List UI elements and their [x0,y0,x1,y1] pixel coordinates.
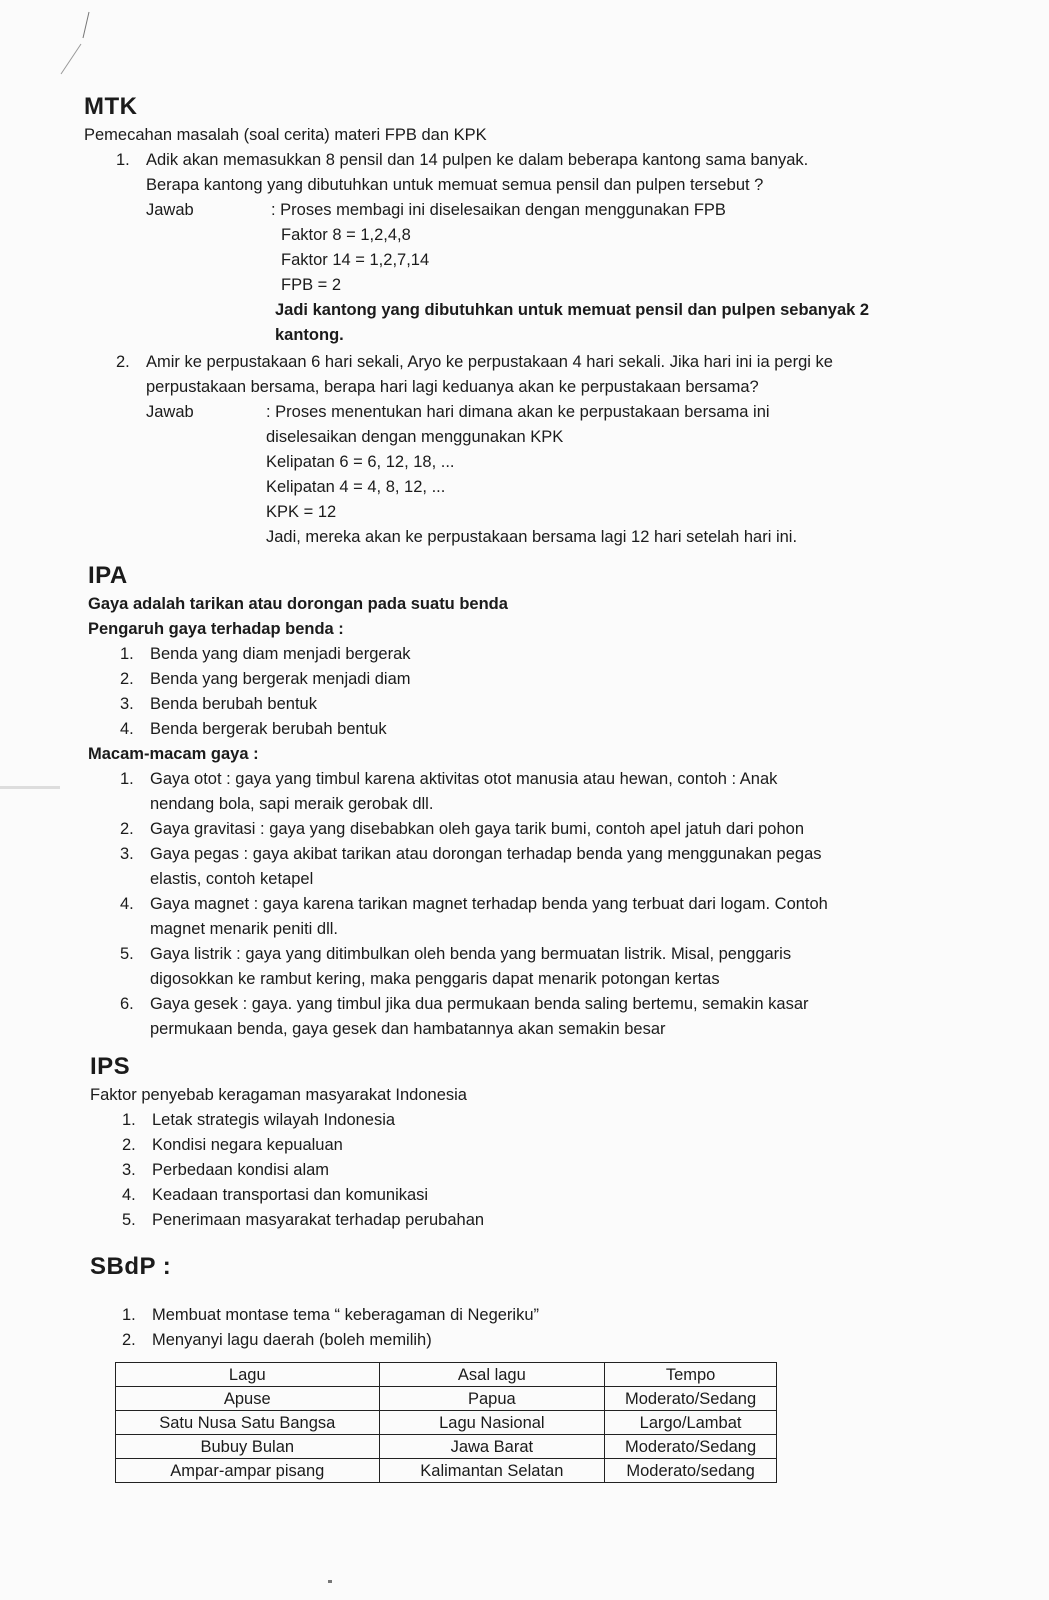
item-text-cont: nendang bola, sapi meraik gerobak dll. [150,795,434,813]
item-text: Gaya gesek : gaya. yang timbul jika dua permukaan benda saling bertemu, semakin kasar [150,995,809,1013]
scan-smudge [0,786,60,789]
heading-ipa: IPA [88,562,128,589]
item-text: Gaya pegas : gaya akibat tarikan atau dorongan terhadap benda yang menggunakan pegas [150,845,822,863]
item-text-cont: permukaan benda, gaya gesek dan hambatannya akan semakin besar [150,1020,666,1038]
q2-answer-line: KPK = 12 [266,503,337,521]
item-number: 6. [120,995,134,1013]
list-item [120,717,828,742]
table-cell: Moderato/sedang [605,1459,777,1483]
table-row [116,1387,777,1411]
q2-answer-line: Kelipatan 6 = 6, 12, 18, ... [266,453,455,471]
section-ipa [88,562,828,1042]
list-item [120,992,828,1042]
item-number: 3. [120,695,134,713]
ipa-types-title: Macam-macam gaya : [88,745,259,763]
list-item [122,1303,539,1328]
section-ips [90,1053,484,1233]
q2-answer-line: Kelipatan 4 = 4, 8, 12, ... [266,478,446,496]
list-item [122,1183,484,1208]
item-number: 4. [120,895,134,913]
item-text: Penerimaan masyarakat terhadap perubahan [152,1211,485,1229]
mtk-question-2 [84,350,869,550]
item-text: Membuat montase tema “ keberagaman di Negeriku” [152,1306,540,1324]
pen-stroke-mark [55,8,95,78]
table-cell: Apuse [116,1387,380,1411]
table-cell: Jawa Barat [379,1435,605,1459]
mtk-question-1 [84,148,869,348]
song-table [115,1362,777,1483]
item-number: 5. [120,945,134,963]
table-cell: Largo/Lambat [605,1411,777,1435]
q1-line-1: Adik akan memasukkan 8 pensil dan 14 pulpen ke dalam beberapa kantong sama banyak. [146,151,809,169]
ipa-effects-title: Pengaruh gaya terhadap benda : [88,620,344,638]
item-number: 3. [120,845,134,863]
item-text-cont: elastis, contoh ketapel [150,870,314,888]
q1-answer-line: Faktor 14 = 1,2,7,14 [281,251,430,269]
item-text: Gaya gravitasi : gaya yang disebabkan oleh gaya tarik bumi, contoh apel jatuh dari pohon [150,820,805,838]
scan-dot [328,1580,332,1583]
table-cell: Kalimantan Selatan [379,1459,605,1483]
item-text: Letak strategis wilayah Indonesia [152,1111,396,1129]
item-number: 1. [120,770,134,788]
table-cell: Satu Nusa Satu Bangsa [116,1411,380,1435]
sbdp-list [90,1303,539,1353]
list-item [122,1158,484,1183]
q1-number: 1. [116,151,130,169]
item-text-cont: magnet menarik peniti dll. [150,920,339,938]
q1-answer-line: FPB = 2 [281,276,342,294]
item-text: Keadaan transportasi dan komunikasi [152,1186,429,1204]
list-item [122,1328,539,1353]
item-number: 3. [122,1161,136,1179]
table-cell: Moderato/Sedang [605,1387,777,1411]
section-mtk [84,93,869,550]
item-text: Benda yang bergerak menjadi diam [150,670,411,688]
q1-answer [271,198,869,348]
list-item [120,667,828,692]
heading-ips: IPS [90,1053,131,1080]
q1-conclusion-cont: kantong. [275,326,344,344]
ipa-types-list [88,767,828,1042]
item-text: Benda bergerak berubah bentuk [150,720,387,738]
ipa-definition: Gaya adalah tarikan atau dorongan pada suatu benda [88,595,508,613]
item-text-cont: digosokkan ke rambut kering, maka penggaris dapat menarik potongan kertas [150,970,720,988]
table-header-cell: Asal lagu [379,1363,605,1387]
item-text: Gaya listrik : gaya yang ditimbulkan oleh benda yang bermuatan listrik. Misal, penggaris [150,945,792,963]
item-text: Benda berubah bentuk [150,695,317,713]
q2-answer-line: diselesaikan dengan menggunakan KPK [266,428,564,446]
heading-sbdp: SBdP : [90,1253,172,1280]
list-item [120,892,828,942]
table-header-cell: Tempo [605,1363,777,1387]
item-number: 1. [122,1111,136,1129]
list-item [120,692,828,717]
heading-mtk: MTK [84,93,138,120]
q1-answer-line: Faktor 8 = 1,2,4,8 [281,226,411,244]
item-text: Menyanyi lagu daerah (boleh memilih) [152,1331,432,1349]
table-cell: Papua [379,1387,605,1411]
q2-number: 2. [116,353,130,371]
table-header-cell: Lagu [116,1363,380,1387]
item-text: Benda yang diam menjadi bergerak [150,645,411,663]
table-cell: Bubuy Bulan [116,1435,380,1459]
item-text: Kondisi negara kepualuan [152,1136,343,1154]
q1-line-2: Berapa kantong yang dibutuhkan untuk memuat semua pensil dan pulpen tersebut ? [146,176,764,194]
item-number: 2. [122,1136,136,1154]
item-number: 1. [120,645,134,663]
q1-answer-label: Jawab [146,201,194,219]
q2-answer-line: : Proses menentukan hari dimana akan ke perpustakaan bersama ini [266,403,770,421]
q2-answer-label: Jawab [146,403,194,421]
item-text: Gaya magnet : gaya karena tarikan magnet terhadap benda yang terbuat dari logam. Contoh [150,895,828,913]
q2-conclusion: Jadi, mereka akan ke perpustakaan bersama lagi 12 hari setelah hari ini. [266,528,798,546]
list-item [120,767,828,817]
q2-line-1: Amir ke perpustakaan 6 hari sekali, Aryo ke perpustakaan 4 hari sekali. Jika hari ini ia pergi ke [146,353,833,371]
item-number: 2. [122,1331,136,1349]
ipa-effects-list [88,642,828,742]
list-item [120,642,828,667]
table-header-row [116,1363,777,1387]
mtk-subtitle: Pemecahan masalah (soal cerita) materi FPB dan KPK [84,126,487,144]
table-cell: Lagu Nasional [379,1411,605,1435]
item-text: Perbedaan kondisi alam [152,1161,330,1179]
section-sbdp [90,1253,539,1353]
list-item [120,842,828,892]
q2-line-2: perpustakaan bersama, berapa hari lagi keduanya akan ke perpustakaan bersama? [146,378,759,396]
list-item [122,1208,484,1233]
ips-subtitle: Faktor penyebab keragaman masyarakat Indonesia [90,1086,467,1104]
item-number: 4. [120,720,134,738]
q1-answer-line: : Proses membagi ini diselesaikan dengan menggunakan FPB [271,201,726,219]
list-item [122,1108,484,1133]
list-item [120,942,828,992]
item-text: Gaya otot : gaya yang timbul karena aktivitas otot manusia atau hewan, contoh : Anak [150,770,778,788]
item-number: 4. [122,1186,136,1204]
table-cell: Ampar-ampar pisang [116,1459,380,1483]
item-number: 2. [120,820,134,838]
item-number: 5. [122,1211,136,1229]
list-item [122,1133,484,1158]
table-row [116,1411,777,1435]
item-number: 2. [120,670,134,688]
table-cell: Moderato/Sedang [605,1435,777,1459]
list-item [120,817,828,842]
table-row [116,1435,777,1459]
q1-conclusion: Jadi kantong yang dibutuhkan untuk memuat pensil dan pulpen sebanyak 2 [275,301,870,319]
q2-answer [266,400,797,550]
item-number: 1. [122,1306,136,1324]
table-row [116,1459,777,1483]
ips-list [90,1108,484,1233]
